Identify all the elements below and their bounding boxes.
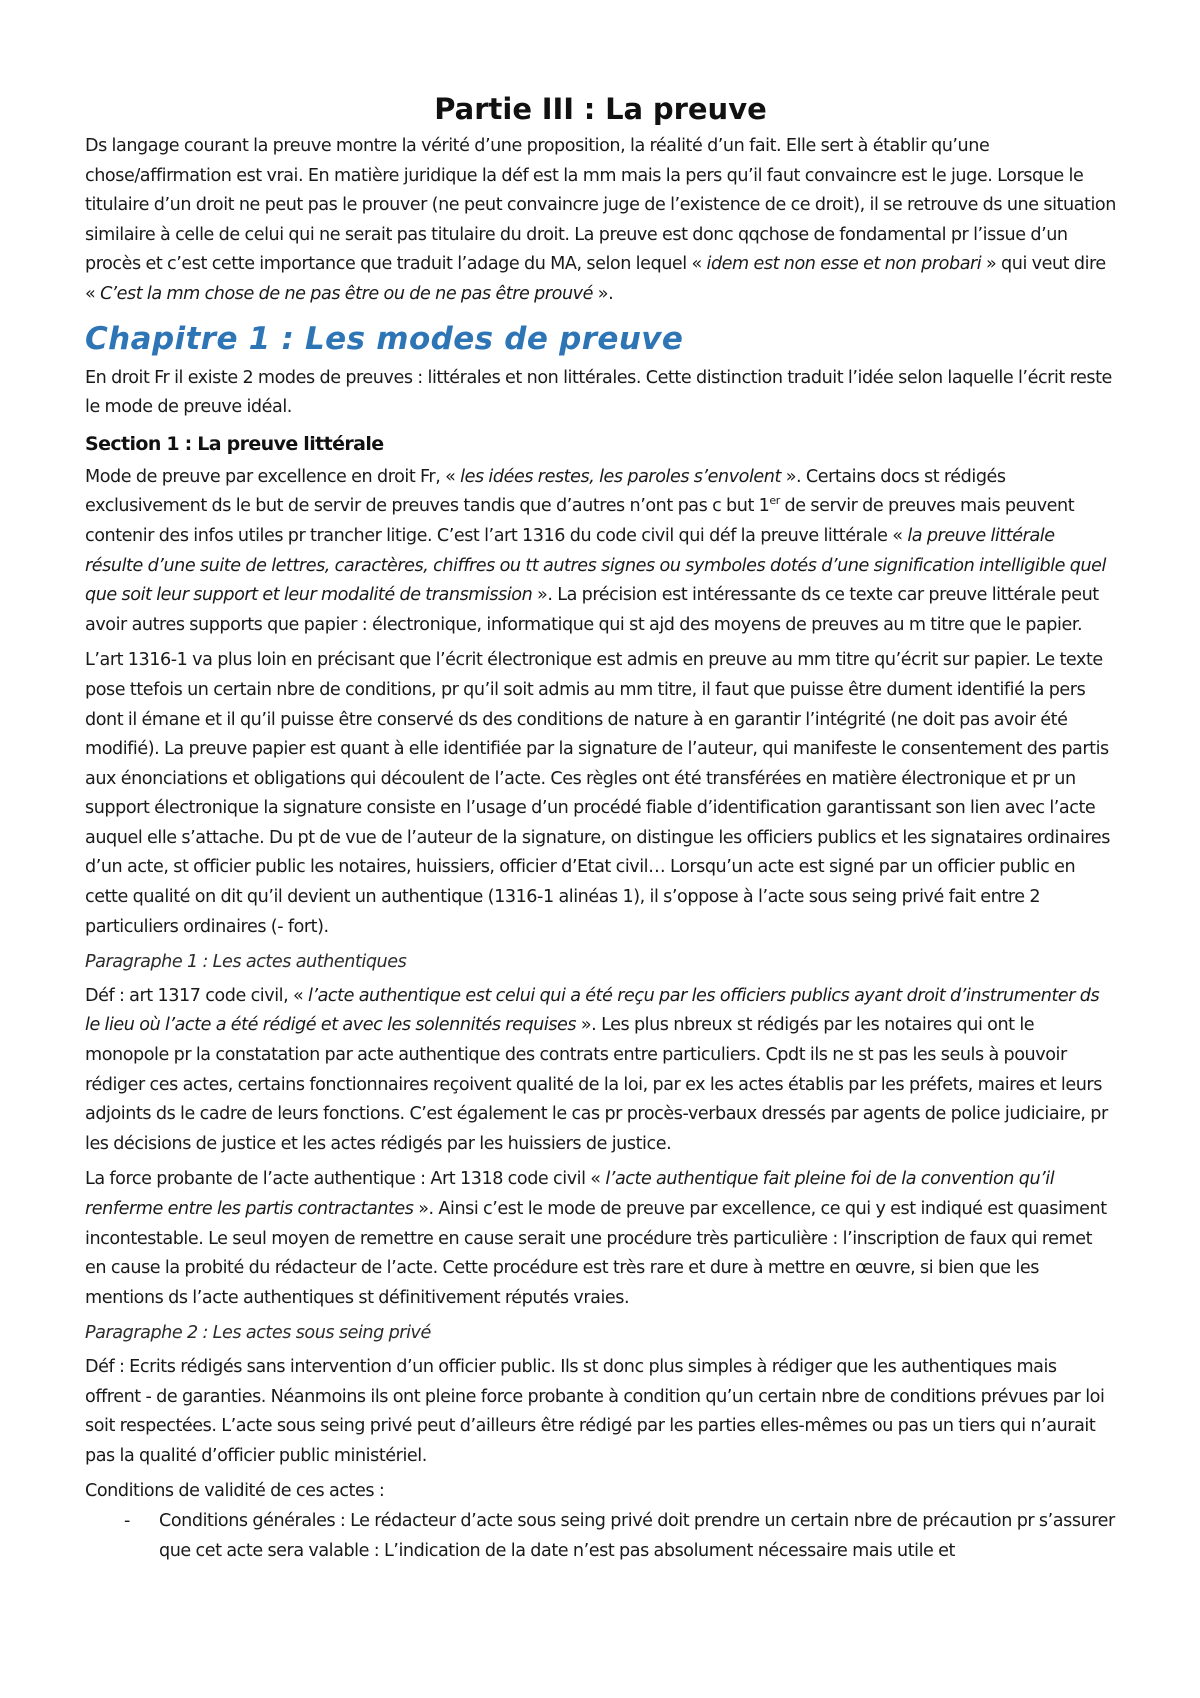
paragraph-heading: Paragraphe 2 : Les actes sous seing privé	[85, 1323, 431, 1344]
section-heading: Section 1 : La preuve littérale	[85, 432, 384, 455]
intro-paragraph	[85, 132, 1116, 310]
intro-text: Ds langage courant la preuve montre la vérité d’une proposition, la réalité d’un fait. Elle sert à établir qu’une chose/affirmation est vrai. En matière juridique la déf est la mm mais la pers qu’il faut convaincre est le juge. Lorsque le titulaire d’un droit ne peut pas le prouver (ne peut convaincre juge de l’existence de ce droit), il se retrouve ds une situation similaire à celle de celui qui ne serait pas titulaire du droit. La preuve est donc qqchose de fondamental pr l’issue d’un procès et c’est cette importance que traduit l’adage du MA, selon lequel «	[85, 136, 1116, 275]
paragraph-heading: Paragraphe 1 : Les actes authentiques	[85, 952, 407, 973]
intro-latin-adage: idem est non esse et non probari	[706, 254, 982, 275]
body-text: Déf : art 1317 code civil, «	[85, 985, 309, 1006]
body-quote: l’acte authentique fait pleine foi de la convention qu’il renferme entre les partis contractantes	[85, 1169, 1055, 1219]
section-paragraph: L’art 1316-1 va plus loin en précisant que l’écrit électronique est admis en preuve au mm titre qu’écrit sur papier. Le texte pose ttefois un certain nbre de conditions, pr qu’il soit admis au mm titre, il faut que puisse être dument identifié la pers dont il émane et il qu’il puisse être conservé ds des conditions de nature à en garantir l’intégrité (ne doit pas avoir été modifié). La preuve papier est quant à elle identifiée par la signature de l’auteur, qui manifeste le consentement des partis aux énonciations et obligations qui découlent de l’acte. Ces règles ont été transférées en matière électronique et pr un support électronique la signature consiste en l’usage d’un procédé fiable d’identification garantissant son lien avec l’acte auquel elle s’attache. Du pt de vue de l’auteur de la signature, on distingue les officiers publics et les signataires ordinaires d’un acte, st officier public les notaires, huissiers, officier d’Etat civil… Lorsqu’un acte est signé par un officier public en cette qualité on dit qu’il devient un authentique (1316-1 alinéas 1), il s’oppose à l’acte sous seing privé fait entre 2 particuliers ordinaires (- fort).	[85, 650, 1110, 937]
section-text: ». Certains docs st rédigés exclusivement ds le but de servir de preuves tandis que d’autres n’ont pas c but 1	[85, 466, 1006, 517]
conditions-label: Conditions de validité de ces actes :	[85, 1481, 385, 1502]
body-quote: l’acte authentique est celui qui a été reçu par les officiers publics ayant droit d’instrumenter ds le lieu où l’acte a été rédigé et avec les solennités requises	[85, 985, 1100, 1036]
body-text: ». Les plus nbreux st rédigés par les notaires qui ont le monopole pr la constatation par acte authentique des contrats entre particuliers. Cpdt ils ne st pas les seuls à pouvoir rédiger ces actes, certains fonctionnaires reçoivent qualité de la loi, par ex les actes établis par les préfets, maires et leurs adjoints ds le cadre de leurs fonctions. C’est également le cas pr procès-verbaux dressés par agents de police judiciaire, pr les décisions de justice et les actes rédigés par les huissiers de justice.	[85, 1015, 1108, 1154]
intro-text: » qui veut dire «	[85, 254, 1106, 304]
list-item-text: Conditions générales : Le rédacteur d’acte sous seing privé doit prendre un certain nbre de précaution pr s’assurer que cet acte sera valable : L’indication de la date n’est pas absolument nécessaire mais utile et	[159, 1510, 1115, 1561]
section-paragraph	[85, 463, 1116, 641]
section-text: ». La précision est intéressante ds ce texte car preuve littérale peut avoir autres supports que papier : électronique, informatique qui st ajd des moyens de preuves au m titre que le papier.	[85, 585, 1099, 635]
document-title: Partie III : La preuve	[434, 92, 767, 126]
body-paragraph	[85, 1165, 1116, 1313]
chapter-heading: Chapitre 1 : Les modes de preuve	[85, 320, 684, 357]
dash-bullet: -	[124, 1510, 130, 1531]
body-text: ». Ainsi c’est le mode de preuve par excellence, ce qui y est indiqué est quasiment incontestable. Le seul moyen de remettre en cause serait une procédure très particulière : l’inscription de faux qui remet en cause la probité du rédacteur de l’acte. Cette procédure est très rare et dure à mettre en œuvre, si bien que les mentions ds l’acte authentiques st définitivement réputés vraies.	[85, 1199, 1107, 1308]
section-quote: les idées restes, les paroles s’envolent	[460, 466, 781, 487]
body-paragraph: Déf : Ecrits rédigés sans intervention d’un officier public. Ils st donc plus simples à rédiger que les authentiques mais offrent - de garanties. Néanmoins ils ont pleine force probante à condition qu’un certain nbre de conditions prévues par loi soit respectées. L’acte sous seing privé peut d’ailleurs être rédigé par les parties elles-mêmes ou pas un tiers qui n’aurait pas la qualité d’officier public ministériel.	[85, 1356, 1105, 1466]
list-item	[85, 1507, 1116, 1566]
section-text: de servir de preuves mais peuvent contenir des infos utiles pr trancher litige. C’est l’art 1316 du code civil qui déf la preuve littérale «	[85, 496, 1075, 546]
section-text: Mode de preuve par excellence en droit Fr, «	[85, 466, 461, 487]
chapter-intro-paragraph: En droit Fr il existe 2 modes de preuves : littérales et non littérales. Cette distinction traduit l’idée selon laquelle l’écrit reste le mode de preuve idéal.	[85, 367, 1112, 418]
section-quote: la preuve littérale résulte d’une suite de lettres, caractères, chiffres ou tt autres signes ou symboles dotés d’une signification intelligible quel que soit leur support et leur modalité de transmission	[85, 525, 1106, 606]
superscript: er	[769, 494, 780, 508]
body-text: La force probante de l’acte authentique : Art 1318 code civil «	[85, 1169, 606, 1190]
conditions-list	[85, 1507, 1116, 1566]
body-paragraph	[85, 982, 1116, 1160]
intro-adage-translation: C’est la mm chose de ne pas être ou de ne pas être prouvé	[100, 283, 594, 304]
intro-text: ».	[593, 283, 614, 304]
